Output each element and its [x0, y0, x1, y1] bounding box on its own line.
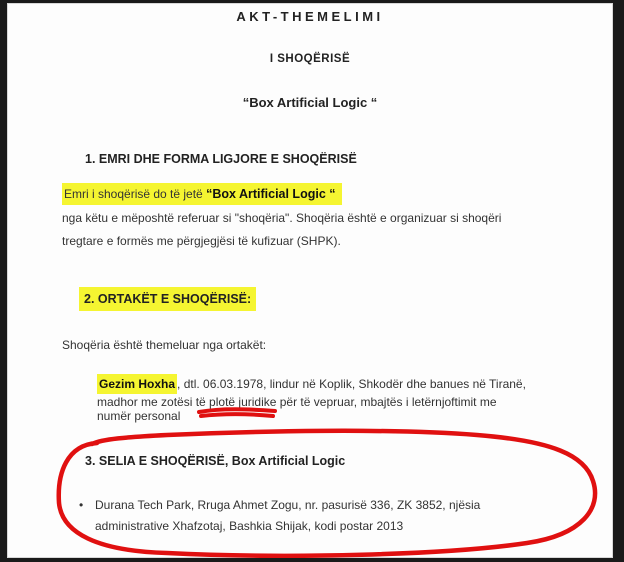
document-page — [7, 3, 613, 558]
document-subtitle: I SHOQËRISË — [269, 53, 351, 65]
section-1-line-1 — [62, 187, 342, 201]
company-name-title: “Box Artificial Logic “ — [242, 95, 378, 110]
document-title: AKT-THEMELIMI — [236, 9, 384, 24]
bullet: • — [79, 498, 84, 512]
address-line-2: administrative Xhafzotaj, Bashkia Shijak, kodi postar 2013 — [95, 519, 404, 533]
partner-line-3: numër personal — [97, 409, 181, 423]
partner-details: , dtl. 06.03.1978, lindur në Koplik, Shkodër dhe banues në Tiranë, — [177, 377, 526, 391]
section-1-name-lead: Emri i shoqërisë do të jetë — [62, 183, 206, 205]
section-2-intro: Shoqëria është themeluar nga ortakët: — [62, 338, 267, 352]
section-1-heading: 1. EMRI DHE FORMA LIGJORE E SHOQËRISË — [85, 152, 357, 166]
address-line-1: Durana Tech Park, Rruga Ahmet Zogu, nr. pasurisë 336, ZK 3852, njësia — [95, 498, 481, 512]
section-1-line-3: tregtare e formës me përgjegjësi të kufizuar (SHPK). — [62, 234, 341, 248]
section-2-heading-text: 2. ORTAKËT E SHOQËRISË: — [79, 287, 256, 311]
partner-line-2: madhor me zotësi të plotë juridike për të vepruar, mbajtës i letërnjoftimit me — [97, 395, 497, 409]
annotation-overlay — [7, 3, 613, 558]
section-1-company-name: “Box Artificial Logic “ — [206, 183, 341, 205]
partner-name: Gezim Hoxha — [97, 374, 177, 394]
section-3-heading: 3. SELIA E SHOQËRISË, Box Artificial Logic — [85, 454, 346, 468]
section-2-heading — [79, 292, 256, 306]
redaction-scribble — [199, 409, 275, 416]
partner-line-1 — [97, 377, 526, 391]
section-1-line-2: nga këtu e mëposhtë referuar si "shoqëria". Shoqëria është e organizuar si shoqëri — [62, 211, 502, 225]
red-circle-annotation — [59, 431, 595, 556]
